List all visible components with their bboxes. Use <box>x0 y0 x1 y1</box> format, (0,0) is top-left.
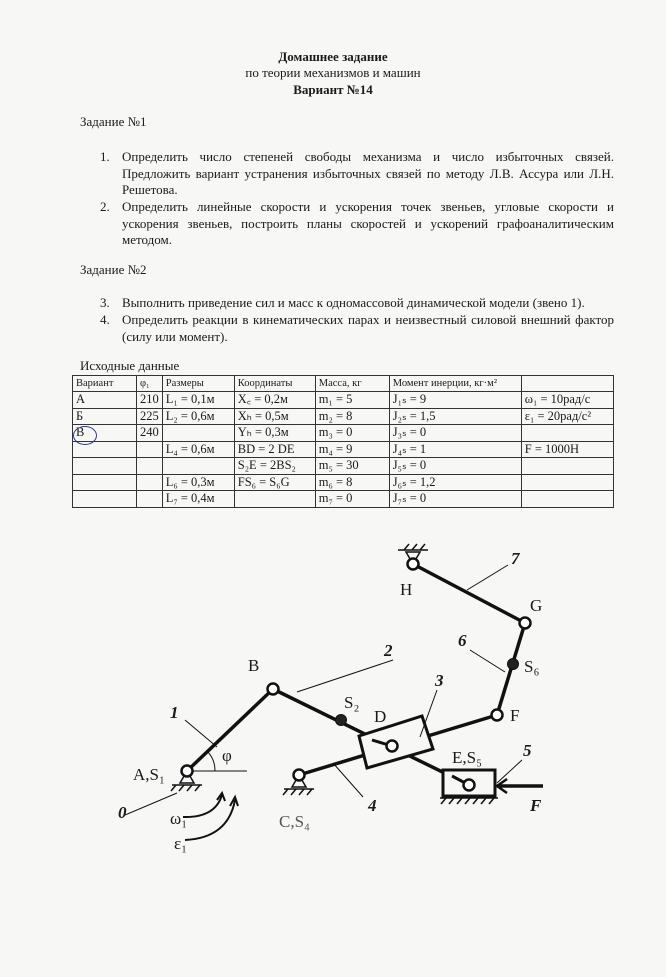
table-caption: Исходные данные <box>80 358 180 373</box>
table-cell: L₁ = 0,1м <box>162 392 234 409</box>
force-label: F <box>530 796 542 815</box>
link-label-2: 2 <box>384 641 393 660</box>
table-cell: m₅ = 30 <box>315 458 389 475</box>
task2-heading: Задание №2 <box>80 262 147 277</box>
epsilon-label: ε₁ <box>174 834 188 853</box>
table-cell: J₄ₛ = 1 <box>389 441 521 458</box>
table-cell: m₆ = 8 <box>315 474 389 491</box>
rotation-arrows <box>183 793 238 840</box>
point-label-b: B <box>248 656 260 675</box>
table-cell: А <box>73 392 137 409</box>
table-cell: F = 1000Н <box>521 441 613 458</box>
table-cell: J₆ₛ = 1,2 <box>389 474 521 491</box>
item-number: 3. <box>100 295 110 310</box>
table-cell: ω₁ = 10рад/с <box>521 392 613 409</box>
table-cell: m₁ = 5 <box>315 392 389 409</box>
mass-center-s6 <box>508 659 519 670</box>
angle-phi-label: φ <box>222 746 232 765</box>
table-cell: Б <box>73 408 137 425</box>
table-cell: 225 <box>137 408 163 425</box>
point-label-h: H <box>400 580 413 599</box>
table-cell: m₇ = 0 <box>315 491 389 508</box>
point-label-e: E,S₅ <box>452 748 483 767</box>
table-cell: L₆ = 0,3м <box>162 474 234 491</box>
table-cell: X꜀ = 0,2м <box>234 392 315 409</box>
column-header: Размеры <box>162 376 234 392</box>
column-header: Масса, кг <box>315 376 389 392</box>
variant-title: Вариант №14 <box>293 82 373 97</box>
link-label-4: 4 <box>368 796 377 815</box>
table-cell: m₃ = 0 <box>315 425 389 442</box>
point-label-f: F <box>510 706 520 725</box>
omega-label: ω₁ <box>170 809 188 828</box>
table-cell: FS₆ = S₆G <box>234 474 315 491</box>
doc-subtitle: по теории механизмов и машин <box>245 65 421 80</box>
table-cell: BD = 2 DE <box>234 441 315 458</box>
link-label-3: 3 <box>435 671 444 690</box>
doc-title: Домашнее задание <box>278 49 388 64</box>
column-header: Вариант <box>73 376 137 392</box>
column-header: Момент инерции, кг·м² <box>389 376 521 392</box>
table-cell: ε₁ = 20рад/с² <box>521 408 613 425</box>
table-cell: J₅ₛ = 0 <box>389 458 521 475</box>
mass-center-s2 <box>336 715 347 726</box>
table-cell: L₇ = 0,4м <box>162 491 234 508</box>
point-label-s2: S₂ <box>344 693 360 712</box>
table-cell: В <box>73 425 137 442</box>
link-label-6: 6 <box>458 631 467 650</box>
point-label-c: C,S₄ <box>279 812 310 831</box>
link-label-5: 5 <box>523 741 532 760</box>
table-cell: Xₕ = 0,5м <box>234 408 315 425</box>
table-cell: m₄ = 9 <box>315 441 389 458</box>
column-header: Координаты <box>234 376 315 392</box>
point-label-g: G <box>530 596 543 615</box>
table-cell: L₂ = 0,6м <box>162 408 234 425</box>
table-cell: L₄ = 0,6м <box>162 441 234 458</box>
point-label-d: D <box>374 707 387 726</box>
table-cell: 240 <box>137 425 163 442</box>
item-text: Определить число степеней свободы механизма и число избыточных связей. Предложить вариант устранения избыточных связей по методу Л.В. Ассура или Л.Н. Решетова. <box>122 149 614 197</box>
table-cell: S₂E = 2BS₂ <box>234 458 315 475</box>
table-cell: J₃ₛ = 0 <box>389 425 521 442</box>
table-cell: 210 <box>137 392 163 409</box>
link-label-1: 1 <box>170 703 179 722</box>
item-number: 4. <box>100 312 110 327</box>
table-cell: Yₕ = 0,3м <box>234 425 315 442</box>
table-cell: J₁ₛ = 9 <box>389 392 521 409</box>
item-number: 1. <box>100 149 110 164</box>
link-label-7: 7 <box>511 549 520 568</box>
table-cell: J₂ₛ = 1,5 <box>389 408 521 425</box>
point-label-s6: S₆ <box>524 657 540 676</box>
point-label-a: A,S₁ <box>133 765 165 784</box>
link-label-0: 0 <box>118 803 127 822</box>
item-number: 2. <box>100 199 110 214</box>
item-text: Определить линейные скорости и ускорения точек звеньев, угловые скорости и ускорения звеньев, построить планы скоростей и ускорений графоаналитическим методом. <box>122 199 614 247</box>
column-header: φ₁ <box>137 376 163 392</box>
item-text: Выполнить приведение сил и масс к одномассовой динамической модели (звено 1). <box>122 295 585 310</box>
table-cell: m₂ = 8 <box>315 408 389 425</box>
task1-heading: Задание №1 <box>80 114 147 129</box>
item-text: Определить реакции в кинематических парах и неизвестный силовой внешний фактор (силу или момент). <box>122 312 614 344</box>
table-cell: J₇ₛ = 0 <box>389 491 521 508</box>
